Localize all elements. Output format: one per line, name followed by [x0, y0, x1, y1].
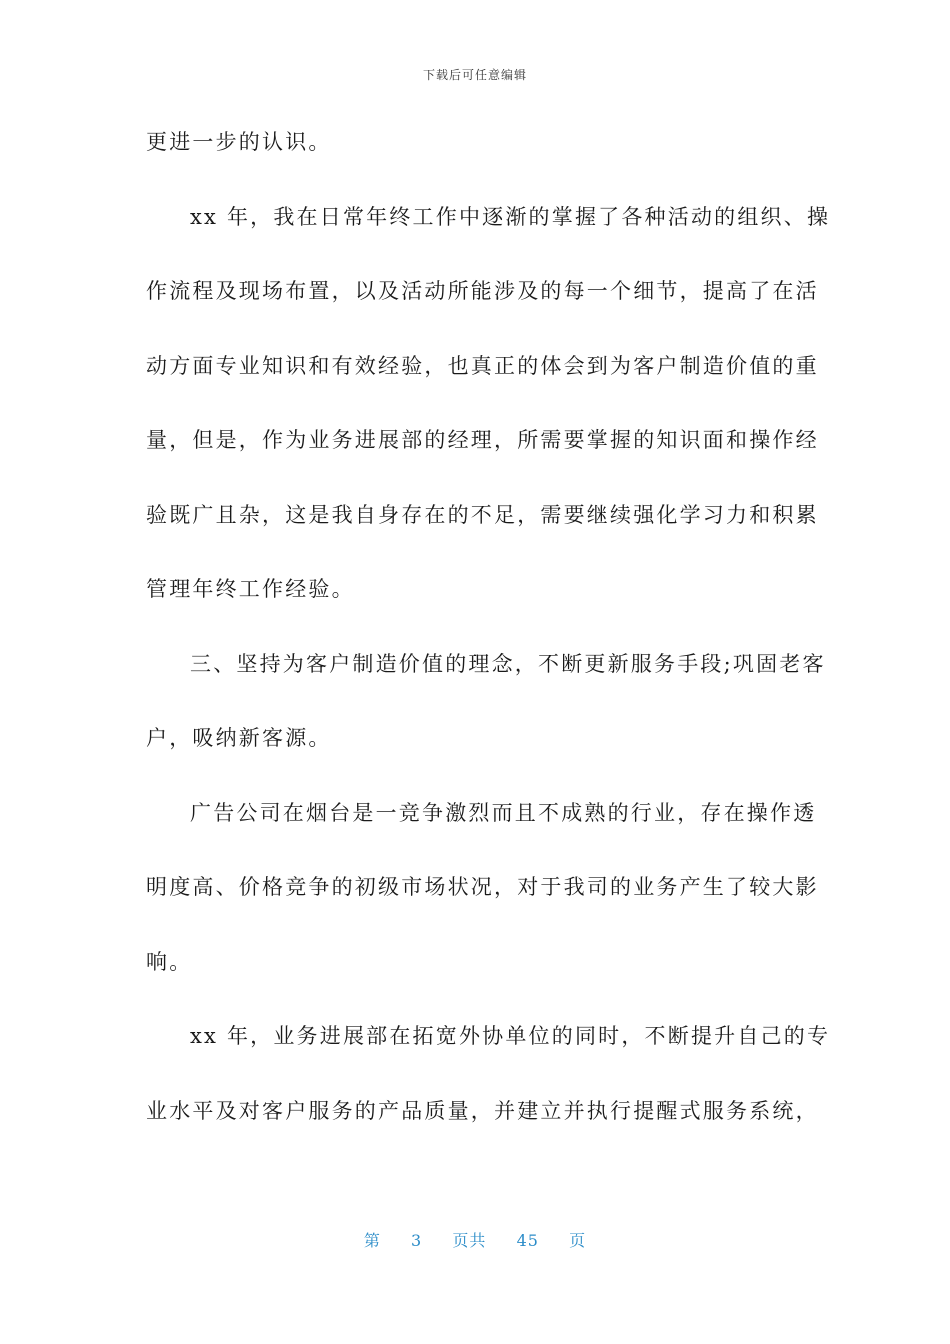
body-line: 广告公司在烟台是一竞争激烈而且不成熟的行业，存在操作透 [190, 800, 817, 825]
total-page-count: 45 [516, 1231, 539, 1250]
body-line: 动方面专业知识和有效经验，也真正的体会到为客户制造价值的重 [146, 353, 819, 378]
body-line: 业水平及对客户服务的产品质量，并建立并执行提醒式服务系统， [146, 1098, 819, 1123]
header-note: 下载后可任意编辑 [422, 68, 527, 82]
body-line: xx 年，我在日常年终工作中逐渐的掌握了各种活动的组织、操 [190, 204, 831, 229]
document-body [146, 120, 831, 1163]
page-footer [0, 1228, 950, 1251]
footer-suffix: 页 [569, 1231, 587, 1250]
footer-prefix: 第 [363, 1231, 381, 1250]
body-line: 量，但是，作为业务进展部的经理，所需要掌握的知识面和操作经 [146, 428, 819, 452]
body-line: xx 年，业务进展部在拓宽外协单位的同时，不断提升自己的专 [190, 1024, 831, 1048]
body-line: 作流程及现场布置，以及活动所能涉及的每一个细节，提高了在活 [146, 279, 819, 303]
body-line: 验既广且杂，这是我自身存在的不足，需要继续强化学习力和积累 [146, 502, 819, 527]
section-heading-line: 户，吸纳新客源。 [146, 726, 332, 750]
body-line: 更进一步的认识。 [146, 130, 332, 154]
body-line: 管理年终工作经验。 [146, 577, 355, 601]
footer-middle: 页共 [452, 1231, 487, 1250]
current-page-number: 3 [411, 1231, 423, 1250]
section-heading-line: 三、坚持为客户制造价值的理念，不断更新服务手段;巩固老客 [190, 651, 826, 676]
body-line: 响。 [146, 949, 193, 974]
body-line: 明度高、价格竞争的初级市场状况，对于我司的业务产生了较大影 [146, 875, 819, 899]
